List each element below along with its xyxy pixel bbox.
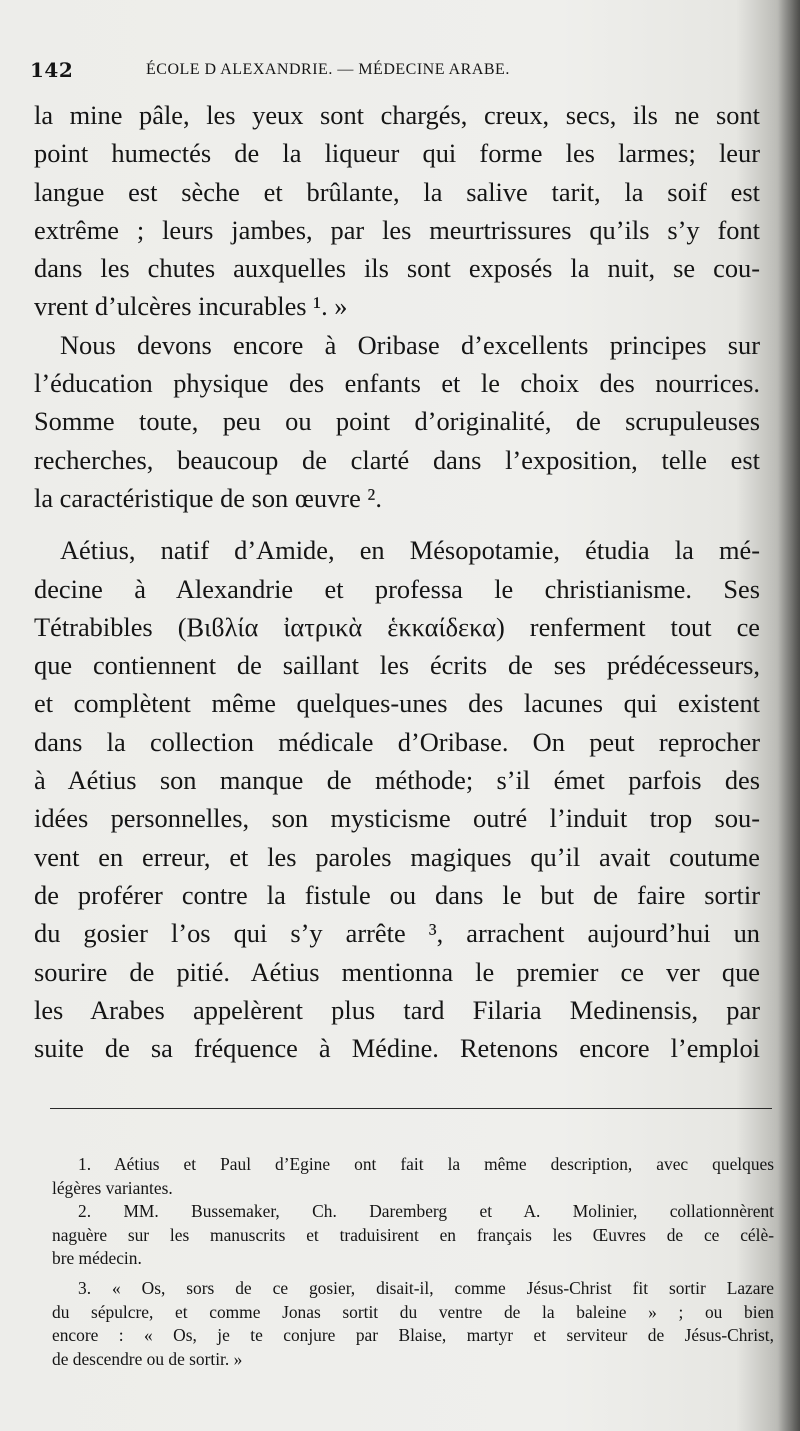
page-number: 142 — [30, 58, 74, 82]
body-line: et complètent même quelques-unes des lacunes qui existent — [34, 688, 760, 719]
body-line: vent en erreur, et les paroles magiques qu’il avait coutume — [34, 841, 760, 872]
footnote-line: 3. « Os, sors de ce gosier, disait-il, comme Jésus-Christ fit sortir Lazare — [78, 1277, 774, 1298]
body-text — [34, 96, 760, 1067]
running-head: ÉCOLE D ALEXANDRIE. — MÉDECINE ARABE. — [146, 61, 510, 78]
footnote-line: bre médecin. — [52, 1248, 142, 1269]
body-line: la caractéristique de son œuvre ². — [34, 482, 382, 513]
body-line: langue est sèche et brûlante, la salive tarit, la soif est — [34, 176, 760, 207]
body-line: à Aétius son manque de méthode; s’il émet parfois des — [34, 765, 760, 796]
body-line: vrent d’ulcères incurables ¹. » — [34, 291, 348, 322]
body-line: de proférer contre la fistule ou dans le but de faire sortir — [34, 879, 760, 910]
page-header — [30, 58, 730, 88]
footnotes — [52, 1153, 774, 1371]
body-line: l’éducation physique des enfants et le choix des nourrices. — [34, 368, 760, 399]
footnote-line: encore : « Os, je te conjure par Blaise, martyr et serviteur de Jésus-Christ, — [52, 1325, 774, 1346]
body-line: suite de sa fréquence à Médine. Retenons encore l’emploi — [34, 1033, 760, 1064]
body-line: Tétrabibles (Βιϐλία ἰατρικὰ ἑκκαίδεκα) renferment tout ce — [34, 611, 760, 642]
body-line: recherches, beaucoup de clarté dans l’exposition, telle est — [34, 444, 760, 475]
body-line-aetius: Aétius, natif d’Amide, en Mésopotamie, étudia la mé- — [60, 535, 760, 566]
body-line: dans les chutes auxquelles ils sont exposés la nuit, se cou- — [34, 253, 760, 284]
body-line: Somme toute, peu ou point d’originalité, de scrupuleuses — [34, 406, 760, 437]
body-line: la mine pâle, les yeux sont chargés, creux, secs, ils ne sont — [34, 100, 760, 130]
body-line: du gosier l’os qui s’y arrête ³, arrachent aujourd’hui un — [34, 918, 760, 949]
body-line: extrême ; leurs jambes, par les meurtrissures qu’ils s’y font — [34, 214, 760, 245]
body-line: Nous devons encore à Oribase d’excellents principes sur — [60, 329, 760, 360]
footnote-line: 2. MM. Bussemaker, Ch. Daremberg et A. Molinier, collationnèrent — [78, 1201, 774, 1222]
footnote-line: légères variantes. — [52, 1177, 173, 1198]
body-line: idées personnelles, son mysticisme outré l’induit trop sou- — [34, 803, 760, 834]
footnote-line: 1. Aétius et Paul d’Egine ont fait la même description, avec quelques — [78, 1154, 774, 1174]
body-line: que contiennent de saillant les écrits de ses prédécesseurs, — [34, 650, 760, 681]
footnote-line: de descendre ou de sortir. » — [52, 1348, 243, 1369]
body-line: dans la collection médicale d’Oribase. On peut reprocher — [34, 726, 760, 757]
body-line: decine à Alexandrie et professa le christianisme. Ses — [34, 573, 760, 604]
footnote-line: naguère sur les manuscrits et traduisirent en français les Œuvres de ce célè- — [52, 1224, 774, 1245]
body-line: sourire de pitié. Aétius mentionna le premier ce ver que — [34, 956, 760, 987]
body-line: point humectés de la liqueur qui forme les larmes; leur — [34, 138, 760, 169]
footnote-divider — [50, 1108, 772, 1109]
footnote-line: du sépulcre, et comme Jonas sortit du ventre de la baleine » ; ou bien — [52, 1301, 774, 1322]
body-line: les Arabes appelèrent plus tard Filaria Medinensis, par — [34, 994, 760, 1025]
binding-shadow — [778, 0, 800, 1431]
